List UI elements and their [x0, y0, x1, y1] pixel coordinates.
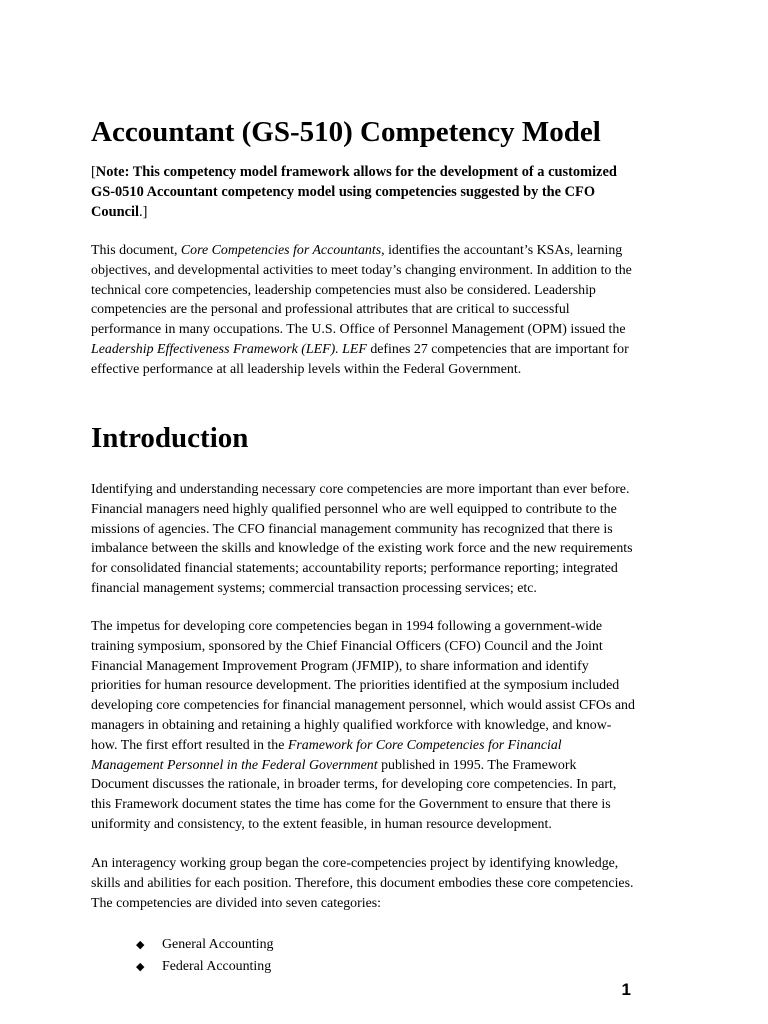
document-title: Accountant (GS-510) Competency Model: [91, 116, 601, 148]
text-run: , identifies the accountant’s KSAs, learning objectives, and developmental activities to meet today’s changing environment. In addition to the technical core competencies, leadership competencies must also be considered. Leadership competencies are the personal and professional attributes that are critical to successful performance in many occupations. The U.S. Office of Personnel Management (OPM) issued the: [91, 243, 632, 338]
page-number: 1: [621, 980, 631, 999]
list-item: [136, 956, 273, 978]
paragraph-identifying-competencies: Identifying and understanding necessary core competencies are more important than ever before. Financial managers need highly qualified personnel who are well equipped to contribute to the missions of agencies. The CFO financial management community has recognized that there is imbalance between the skills and knowledge of the existing work force and the new requirements for consolidated financial statements; accountability reports; performance reporting; integrated financial management systems; commercial transaction processing services; etc.: [91, 482, 633, 596]
list-item: [136, 934, 273, 956]
framework-note: [91, 162, 636, 222]
italic-title-framework: Framework for Core Competencies for Financial Management Personnel in the Federal Government: [91, 737, 562, 773]
text-run: defines 27 competencies that are important for effective performance at all leadership levels within the Federal Government.: [91, 341, 629, 377]
category-label: Federal Accounting: [162, 959, 272, 974]
paragraph-working-group: An interagency working group began the core-competencies project by identifying knowledge, skills and abilities for each position. Therefore, this document embodies these core competencies. The competencies are divided into seven categories:: [91, 856, 634, 911]
italic-title-lef: Leadership Effectiveness Framework (LEF). LEF: [91, 341, 367, 357]
diamond-bullet-icon: ◆: [136, 939, 145, 951]
italic-title-core-competencies: Core Competencies for Accountants: [180, 243, 382, 258]
diamond-bullet-icon: ◆: [136, 961, 145, 973]
note-close: .]: [138, 204, 148, 220]
competency-category-list: [136, 934, 273, 978]
note-bold-text: Note: This competency model framework allows for the development of a customized GS-0510 Accountant competency model using competencies suggested by the CFO Council: [91, 164, 617, 220]
introduction-heading: Introduction: [91, 422, 249, 454]
paragraph-impetus: [91, 617, 636, 835]
paragraph-document-overview: [91, 241, 636, 380]
text-run: The impetus for developing core competencies began in 1994 following a government-wide training symposium, sponsored by the Chief Financial Officers (CFO) Council and the Joint Financial Management Improvement Program (JFMIP), to share information and identify priorities for human resource development. The priorities identified at the symposium included developing core competencies for financial management personnel, which would assist CFOs and managers in obtaining and retaining a highly qualified workforce with knowledge, and know-how. The first effort resulted in the: [91, 619, 635, 753]
text-run: This document,: [91, 243, 181, 258]
category-label: General Accounting: [162, 937, 274, 952]
text-run: published in 1995. The Framework Document discusses the rationale, in broader terms, for developing core competencies. In part, this Framework document states the time has come for the Government to ensure that there is uniformity and consistency, to the extent feasible, in human resource development.: [91, 757, 617, 832]
note-open-bracket: [: [91, 164, 96, 180]
